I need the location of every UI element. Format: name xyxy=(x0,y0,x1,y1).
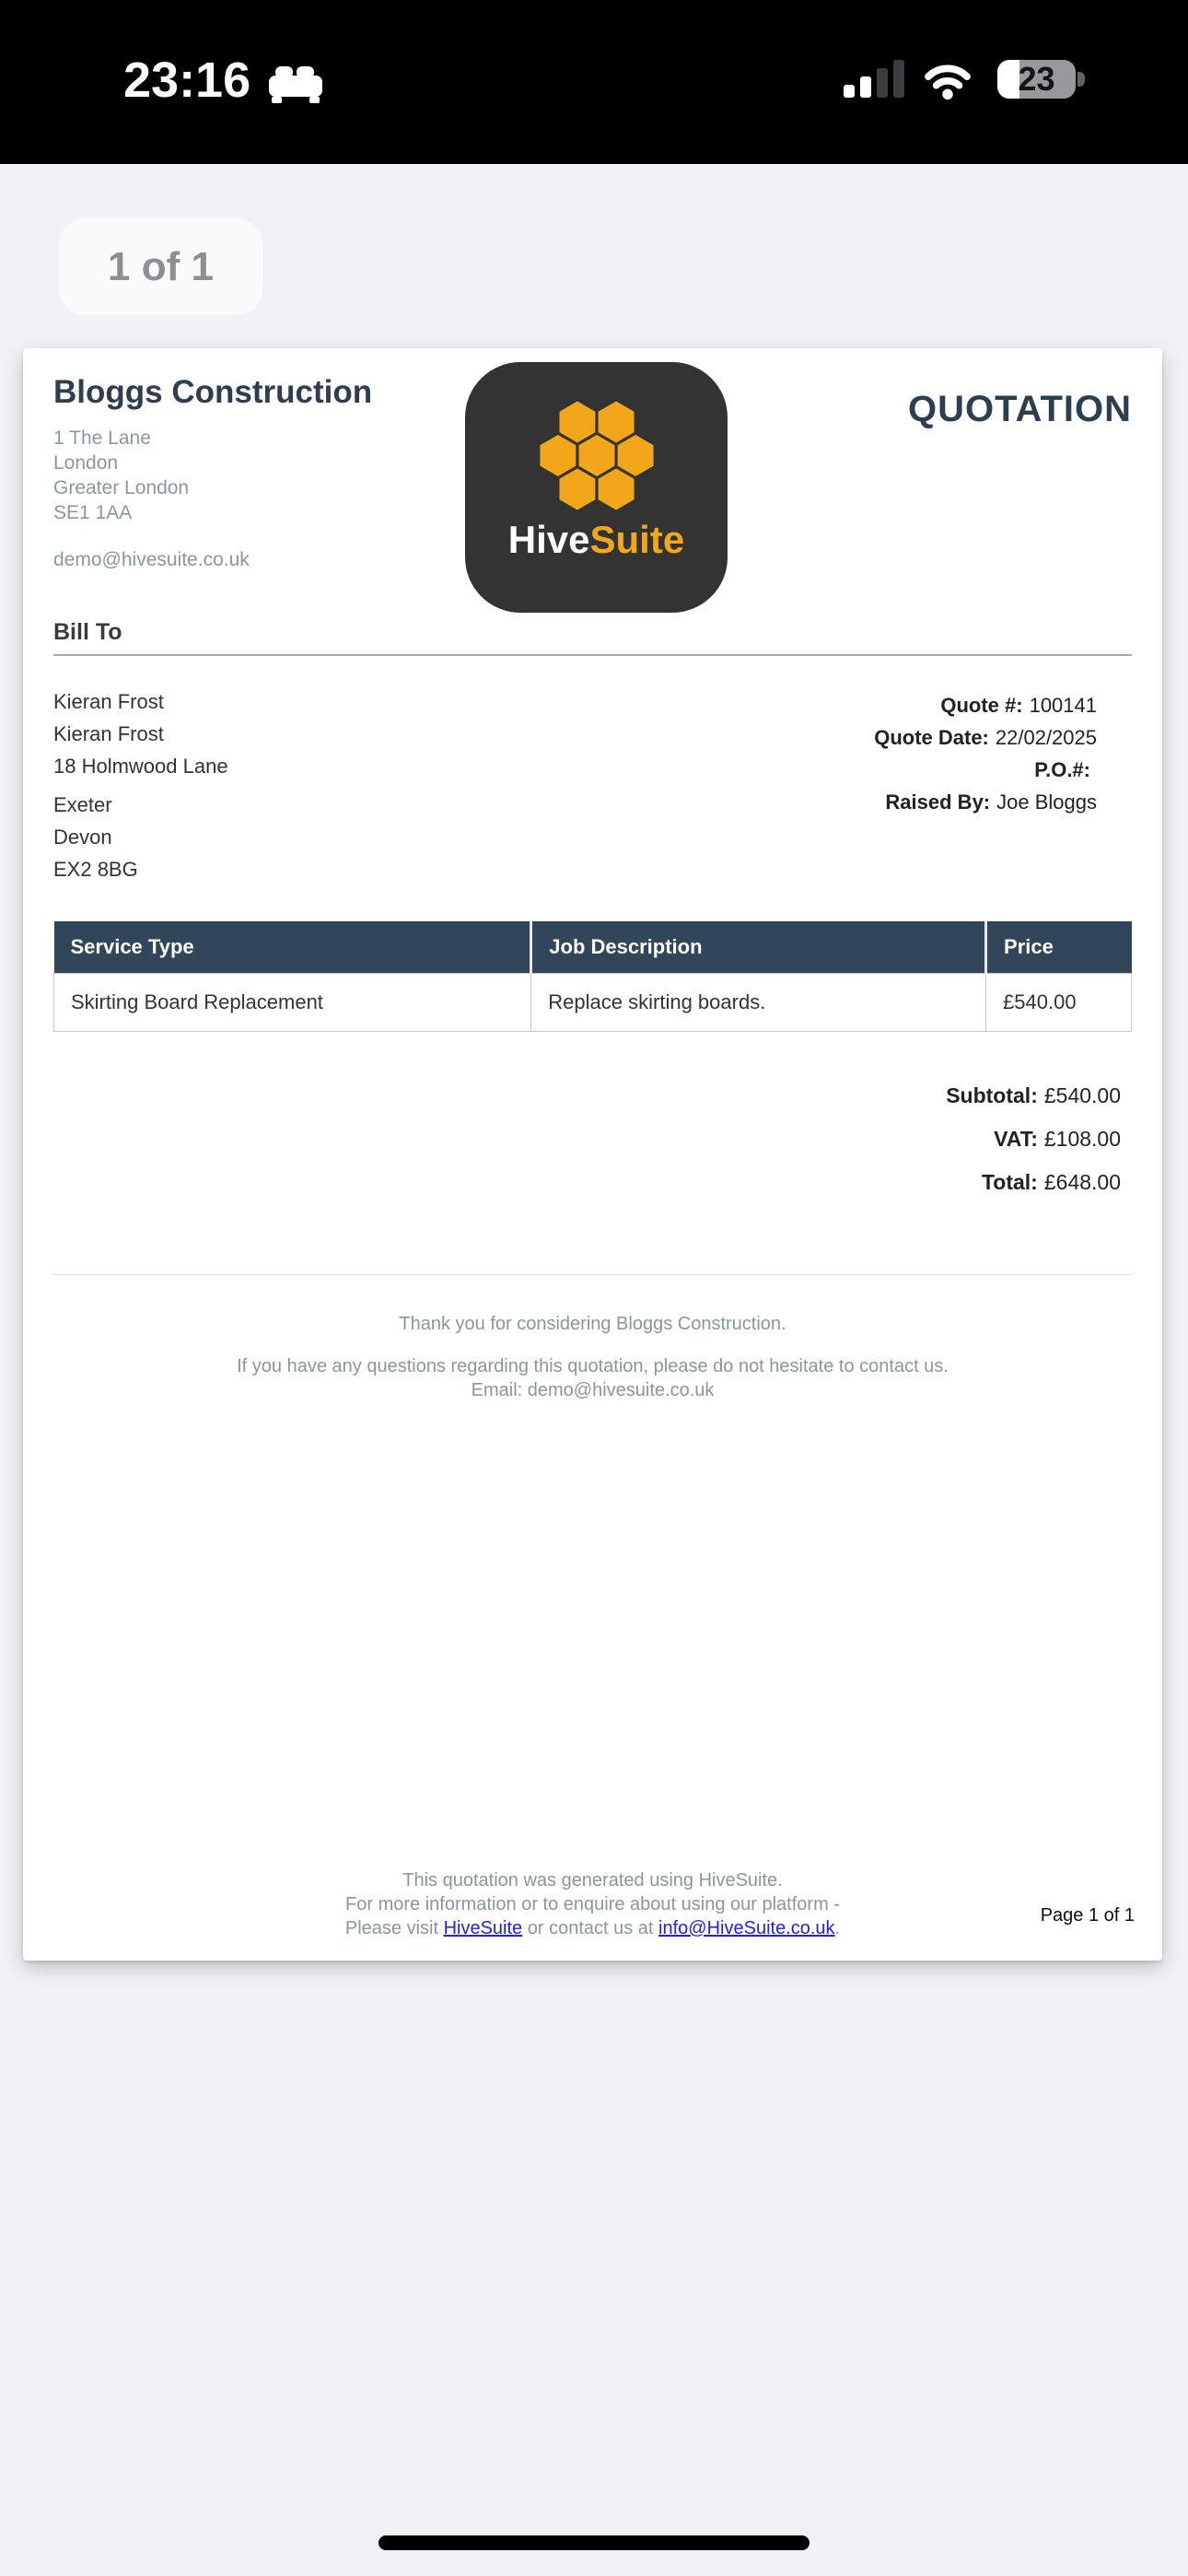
hivesuite-link[interactable]: HiveSuite xyxy=(443,1918,523,1938)
bill-to-line: Kieran Frost xyxy=(53,722,164,745)
line-items-table xyxy=(53,921,1132,1032)
company-block xyxy=(53,374,372,571)
bill-to-line: EX2 8BG xyxy=(53,858,138,881)
quote-number-row: Quote #: 100141 xyxy=(940,694,1097,717)
email-line: Email: demo@hivesuite.co.uk xyxy=(471,1380,715,1400)
raised-by-row: Raised By: Joe Bloggs xyxy=(885,790,1097,814)
cellular-signal-icon xyxy=(844,60,908,98)
company-address-line: London xyxy=(53,452,119,474)
logo-wordmark xyxy=(508,518,684,562)
quote-meta xyxy=(874,689,1132,885)
home-indicator[interactable] xyxy=(379,2535,809,2550)
company-address-line: 1 The Lane xyxy=(53,427,151,449)
total-row: Total: £648.00 xyxy=(981,1170,1121,1194)
page-indicator-label: 1 of 1 xyxy=(108,243,214,289)
subtotal-row: Subtotal: £540.00 xyxy=(946,1083,1121,1107)
col-header-price: Price xyxy=(986,921,1132,974)
col-header-job-description: Job Description xyxy=(531,921,986,974)
table-row xyxy=(54,974,1132,1032)
footer-line: This quotation was generated using HiveSuite. xyxy=(402,1870,783,1891)
sleep-focus-bed-icon xyxy=(269,66,322,108)
footer-line: Please visit HiveSuite or contact us at info@HiveSuite.co.uk. xyxy=(344,1918,841,1938)
bill-to-heading: Bill To xyxy=(53,619,1132,656)
cell-service-type: Skirting Board Replacement xyxy=(54,974,531,1032)
footer-line: For more information or to enquire about using our platform - xyxy=(345,1894,840,1914)
bill-to-line: Devon xyxy=(53,825,112,849)
wifi-icon xyxy=(921,59,974,104)
col-header-service-type: Service Type xyxy=(54,921,531,974)
bill-to-section xyxy=(53,619,1132,885)
bill-to-line: Kieran Frost xyxy=(53,690,164,713)
document-type-title: QUOTATION xyxy=(907,389,1132,429)
thank-you-line: Thank you for considering Bloggs Construction. xyxy=(399,1314,786,1334)
company-address-line: Greater London xyxy=(53,477,190,498)
status-bar xyxy=(0,0,1188,164)
logo-text-suite: Suite xyxy=(589,518,685,561)
totals-block xyxy=(946,1083,1121,1213)
vat-row: VAT: £108.00 xyxy=(994,1127,1121,1151)
table-header-row xyxy=(54,921,1132,974)
cell-job-description: Replace skirting boards. xyxy=(531,974,986,1032)
company-email: demo@hivesuite.co.uk xyxy=(53,549,250,570)
page-indicator-pill xyxy=(59,218,262,315)
info-email-link[interactable]: info@HiveSuite.co.uk xyxy=(658,1918,835,1938)
bill-to-line: Exeter xyxy=(53,793,112,816)
logo-text-hive: Hive xyxy=(507,518,590,561)
pdf-page xyxy=(23,348,1162,1961)
battery-icon xyxy=(997,60,1085,100)
generated-footer xyxy=(23,1868,1162,1940)
clock: 23:16 xyxy=(123,53,251,108)
questions-line: If you have any questions regarding this quotation, please do not hesitate to contact us. xyxy=(237,1356,949,1376)
battery-percent: 23 xyxy=(1018,60,1055,98)
hivesuite-logo xyxy=(465,362,728,613)
po-number-row: P.O.#: xyxy=(1034,758,1090,781)
page-number-label: Page 1 of 1 xyxy=(1040,1905,1135,1926)
company-address-line: SE1 1AA xyxy=(53,502,133,523)
cell-price: £540.00 xyxy=(986,974,1132,1032)
divider xyxy=(53,1274,1132,1275)
quote-date-row: Quote Date: 22/02/2025 xyxy=(874,726,1097,749)
bill-to-line: 18 Holmwood Lane xyxy=(53,755,228,778)
bill-to-address xyxy=(53,685,228,885)
thank-you-message xyxy=(23,1312,1162,1402)
company-address xyxy=(53,426,372,525)
honeycomb-icon xyxy=(528,395,666,516)
company-name: Bloggs Construction xyxy=(53,374,373,410)
